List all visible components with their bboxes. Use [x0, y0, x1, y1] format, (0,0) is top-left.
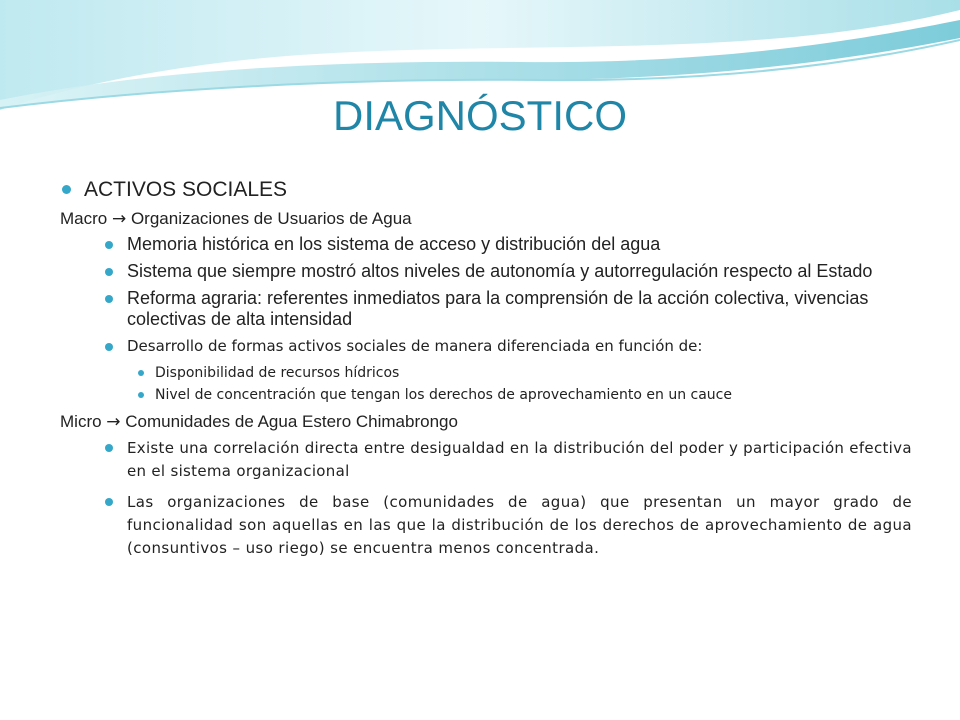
list-item	[60, 491, 912, 560]
bullet-icon	[105, 241, 113, 249]
micro-line	[60, 411, 912, 433]
macro-text: Organizaciones de Usuarios de Agua	[130, 209, 412, 228]
slide-content	[60, 178, 912, 566]
micro-label: Micro	[60, 412, 102, 431]
list-item	[60, 261, 912, 282]
list-item-text: Desarrollo de formas activos sociales de manera diferenciada en función de:	[127, 337, 703, 355]
list-item	[60, 336, 912, 357]
list-item-text: Sistema que siempre mostró altos niveles de autonomía y autorregulación respecto al Estado	[127, 261, 873, 281]
micro-text: Comunidades de Agua Estero Chimabrongo	[125, 412, 458, 431]
right-arrow-icon: →	[106, 412, 121, 432]
list-item-text: Memoria histórica en los sistema de acceso y distribución del agua	[127, 234, 661, 254]
list-item	[60, 234, 912, 255]
list-item	[60, 437, 912, 483]
bullet-icon	[105, 343, 113, 351]
section-heading: ACTIVOS SOCIALES	[84, 178, 288, 201]
list-item	[60, 288, 912, 330]
sub-list-item	[60, 385, 912, 405]
list-item-text: Las organizaciones de base (comunidades de agua) que presentan un mayor grado de funcionalidad son aquellas en las que la distribución de los derechos de aprovechamiento de agua (consuntivos – uso riego) se encuentra menos concentrada.	[127, 493, 912, 557]
bullet-icon	[105, 444, 113, 452]
bullet-icon	[105, 498, 113, 506]
macro-label: Macro	[60, 209, 108, 228]
sub-list-item-text: Disponibilidad de recursos hídricos	[155, 365, 400, 381]
list-item-text: Existe una correlación directa entre desigualdad en la distribución del poder y participación efectiva en el sistema organizacional	[127, 439, 912, 480]
sub-list-item-text: Nivel de concentración que tengan los derechos de aprovechamiento en un cauce	[155, 387, 732, 403]
right-arrow-icon: →	[111, 209, 127, 229]
macro-line	[60, 208, 912, 230]
sub-list-item	[60, 363, 912, 383]
bullet-icon	[138, 392, 144, 398]
list-item-text: Reforma agraria: referentes inmediatos para la comprensión de la acción colectiva, vivencias colectivas de alta intensidad	[127, 288, 869, 329]
bullet-icon	[138, 370, 144, 376]
bullet-icon	[62, 185, 71, 194]
bullet-icon	[105, 295, 113, 303]
bullet-icon	[105, 268, 113, 276]
heading-bullet	[60, 178, 912, 202]
slide-title: DIAGNÓSTICO	[332, 92, 628, 139]
